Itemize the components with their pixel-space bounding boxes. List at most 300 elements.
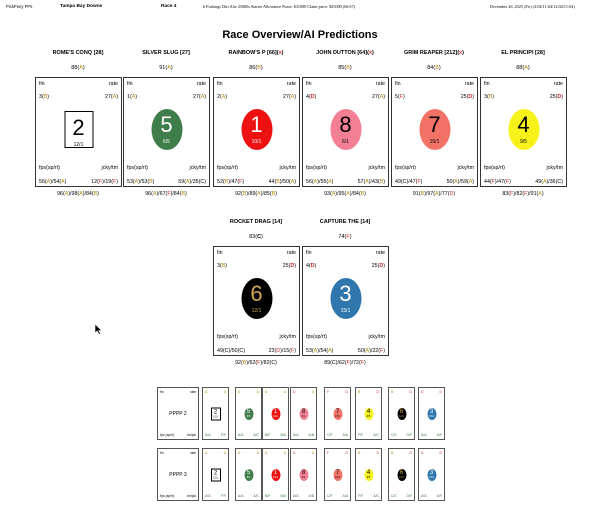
saddle-cloth-icon [299, 408, 308, 420]
pppp-jcky-grades: A/A [342, 494, 348, 498]
horse-card[interactable] [480, 77, 567, 187]
morning-line-odds: 15/1 [335, 414, 340, 418]
horse-name [34, 50, 122, 56]
score-grade: B [346, 65, 350, 71]
program-number: 5 [160, 112, 173, 137]
program-number: 2 [72, 115, 85, 140]
rate-value: 27(A) [193, 94, 206, 100]
pppp-fin-grade: D [421, 451, 424, 455]
pppp-rate-grade: A [311, 390, 314, 394]
saddle-cloth-icon [64, 111, 93, 148]
fin-value: 3(B) [484, 94, 495, 100]
rate-grade: D [468, 94, 473, 100]
fin-label: fin [306, 81, 312, 87]
horse-figures: 96(A)/67(F)/84(B) [145, 191, 187, 197]
morning-line-odds: 6/5 [246, 475, 251, 479]
page-title: Race Overview/AI Predictions [222, 29, 378, 41]
horse-name [301, 50, 389, 56]
horse-figures: 92(B)/89(A)/85(B) [235, 191, 277, 197]
pppp-jcky-label: tm/jck [187, 433, 196, 437]
fps-label: fps(sp/rt) [39, 165, 60, 171]
saddle-cloth-icon [241, 278, 272, 319]
pppp-fin-grade: B [391, 390, 394, 394]
program-number: 2 [213, 470, 218, 476]
pppp-cell[interactable] [235, 448, 262, 501]
pppp-cell[interactable] [388, 448, 415, 501]
saddle-cloth-icon [151, 109, 182, 150]
rate-value: 25(D) [549, 94, 563, 100]
horse-figures: 93(A)/95(A)/84(B) [324, 191, 366, 197]
fin-value: 3(B) [39, 94, 50, 100]
program-number: 6 [399, 408, 404, 415]
fin-number: 2 [217, 94, 220, 100]
rate-number: 27 [105, 94, 111, 100]
fin-number: 4 [306, 94, 309, 100]
rate-grade: D [379, 263, 384, 269]
rate-value: 25(D) [460, 94, 474, 100]
horse-name [122, 50, 210, 56]
horse-name [212, 50, 300, 56]
pppp-jcky-grades: D/F [406, 433, 412, 437]
pppp-jcky-grades: A/B [308, 494, 314, 498]
horse-tag: [14] [272, 219, 283, 225]
fps-label: fps(sp/rt) [306, 334, 327, 340]
jcky-label: jcky/tm [279, 165, 296, 171]
saddle-cloth-icon [364, 408, 373, 420]
saddle-cloth-icon [211, 407, 221, 420]
morning-line-odds: 10/1 [273, 414, 278, 418]
fps-label: fps(sp/rt) [306, 165, 327, 171]
fps-label: fps(sp/rt) [395, 165, 416, 171]
pppp-cell[interactable] [418, 387, 445, 440]
pppp-fin-grade: F [327, 451, 330, 455]
pppp-jcky-grades: B/A [280, 433, 286, 437]
fin-grade: B [488, 94, 493, 100]
horse-name-text: ROME'S CONQ [52, 50, 93, 56]
jcky-value: 12(F)/19(F) [91, 179, 118, 185]
pppp-fin-grade: A [205, 390, 208, 394]
program-number: 8 [301, 408, 306, 415]
pppp-rate-grade: D [345, 451, 348, 455]
pppp-cell[interactable] [388, 387, 415, 440]
fps-value: 49(C)/47(F) [395, 179, 423, 185]
morning-line-odds: 10/1 [273, 475, 278, 479]
rate-grade: D [290, 263, 295, 269]
pppp-rate-grade: A [256, 451, 259, 455]
fps-label: fps(sp/rt) [127, 165, 148, 171]
fin-label: fin [39, 81, 45, 87]
pppp-fps-grades: A/A [238, 494, 244, 498]
rate-grade: A [290, 94, 295, 100]
pppp-fps-grades: A/A [421, 433, 427, 437]
horse-card[interactable] [391, 77, 478, 187]
pppp-label: PPPP 2 [169, 410, 187, 417]
morning-line-odds: 12/1 [251, 308, 262, 314]
jcky-value: 50(A)/59(A) [446, 179, 474, 185]
saddle-cloth-icon [333, 469, 342, 481]
horse-card[interactable] [35, 77, 122, 187]
program-number: 4 [517, 112, 530, 137]
pppp-cell[interactable] [324, 448, 351, 501]
fin-number: 1 [127, 94, 130, 100]
pppp-cell[interactable] [202, 387, 229, 440]
race-number: Race 4 [161, 3, 177, 9]
horse-name [301, 219, 389, 225]
pppp-fps-grades: C/C [391, 494, 397, 498]
fps-value: 53(A)/53(B) [127, 179, 155, 185]
program-number: 4 [366, 408, 371, 415]
rate-value: 25(D) [282, 263, 296, 269]
pppp-rate-grade: A [311, 451, 314, 455]
horse-name-text: SILVER SLUG [142, 50, 179, 56]
pppp-fps-grades: C/F [327, 433, 333, 437]
fps-value: 56(A)/54(A) [39, 179, 67, 185]
pppp-jcky-grades: A/B [308, 433, 314, 437]
pppp-jcky-grades: A/C [373, 494, 379, 498]
pppp-label: PPPP 3 [169, 471, 187, 478]
pppp-fps-label: fps (sp/rt) [160, 494, 175, 498]
saddle-cloth-icon [427, 408, 436, 420]
program-number: 1 [250, 112, 263, 137]
horse-score: 88(A) [516, 65, 530, 71]
horse-score: 84(B) [427, 65, 441, 71]
score-value: 74 [338, 234, 345, 240]
pppp-fps-grades: A/A [293, 433, 299, 437]
pppp-fps-grades: F/F [358, 433, 364, 437]
fin-number: 4 [306, 263, 309, 269]
horse-figures: 92(B)/62(F)/82(C) [235, 360, 277, 366]
pppp-cell[interactable] [202, 448, 229, 501]
pppp-fps-grades: A/A [238, 433, 244, 437]
score-value: 85 [338, 65, 345, 71]
horse-card[interactable] [213, 246, 300, 356]
jcky-label: jcky/tm [546, 165, 563, 171]
rate-label: rate [375, 81, 385, 87]
pppp-fin-label: fin [160, 451, 164, 455]
horse-card[interactable] [302, 246, 389, 356]
morning-line-odds: 9/5 [520, 139, 527, 145]
pppp-rate-grade: D [439, 390, 442, 394]
horse-tag: [28] [93, 50, 104, 56]
horse-name [212, 219, 300, 225]
fin-number: 3 [217, 263, 220, 269]
saddle-cloth-icon [330, 109, 361, 150]
program-number: 5 [246, 408, 251, 415]
fps-value: 49(C)/50(C) [217, 348, 245, 354]
pppp-cell[interactable] [355, 448, 382, 501]
morning-line-odds: 12/1 [399, 475, 404, 479]
fin-grade: B [221, 263, 226, 269]
saddle-cloth-icon [299, 469, 308, 481]
pppp-rate-grade: A [223, 451, 226, 455]
horse-name-text: GRIM REAPER [404, 50, 443, 56]
saddle-cloth-icon [508, 109, 539, 150]
pppp-fps-grades: A/A [205, 494, 211, 498]
fps-value: 56(A)/55(A) [306, 179, 334, 185]
saddle-cloth-icon [244, 408, 253, 420]
jcky-value: 44(B)/50(A) [268, 179, 296, 185]
program-number: 6 [250, 281, 263, 306]
fin-grade: D [310, 263, 315, 269]
app-name: PickPony PPs [6, 4, 33, 9]
score-value: 83 [249, 234, 256, 240]
rate-value: 27(A) [283, 94, 296, 100]
pppp-fin-label: fin [160, 390, 164, 394]
score-grade: C [257, 234, 262, 240]
horse-name [479, 50, 567, 56]
morning-line-odds: 15/1 [335, 475, 340, 479]
horse-tag: [64](x) [357, 50, 374, 56]
fps-value: 52(B)/47(F) [217, 179, 245, 185]
horse-figures: 91(B)/97(A)/77(D) [412, 191, 456, 197]
pppp-header-card [157, 448, 199, 501]
horse-figures: 96(A)/98(A)/84(B) [57, 191, 99, 197]
jcky-label: jcky/tm [368, 165, 385, 171]
pppp-cell[interactable] [262, 387, 289, 440]
rate-number: 25 [282, 263, 289, 269]
saddle-cloth-icon [241, 109, 272, 150]
pppp-cell[interactable] [418, 448, 445, 501]
pppp-fps-grades: C/C [391, 433, 397, 437]
pppp-fin-grade: A [205, 451, 208, 455]
fin-value: 1(A) [127, 94, 138, 100]
morning-line-odds: 9/5 [366, 414, 371, 418]
rate-label: rate [108, 81, 118, 87]
pppp-jcky-grades: B/A [280, 494, 286, 498]
morning-line-odds: 12/1 [399, 414, 404, 418]
pppp-jcky-grades: D/F [406, 494, 412, 498]
rate-grade: A [200, 94, 205, 100]
pppp-fps-grades: C/F [327, 494, 333, 498]
saddle-cloth-icon [427, 469, 436, 481]
saddle-cloth-icon [211, 468, 221, 481]
pppp-cell[interactable] [262, 448, 289, 501]
score-grade: B [257, 65, 261, 71]
jcky-value: 23(D)/15(F) [268, 348, 296, 354]
fps-value: 53(A)/54(A) [306, 348, 334, 354]
horse-name-text: RAINBOW'S P [228, 50, 266, 56]
pppp-jcky-grades: A/F [436, 433, 442, 437]
horse-name-text: JOHN DUTTON [316, 50, 356, 56]
rate-grade: D [557, 94, 562, 100]
pppp-jcky-label: tm/jck [187, 494, 196, 498]
top-bar [0, 0, 600, 14]
pppp-fps-grades: A/A [205, 433, 211, 437]
horse-score: 86(B) [249, 65, 263, 71]
pppp-rate-grade: A [283, 390, 286, 394]
pppp-cell[interactable] [235, 387, 262, 440]
saddle-cloth-icon [330, 278, 361, 319]
horse-figures: 89(C)/62(F)/72(F) [324, 360, 366, 366]
rate-number: 25 [460, 94, 467, 100]
pppp-rate-grade: D [376, 451, 379, 455]
horse-score: 85(B) [338, 65, 352, 71]
morning-line-odds: 12/1 [73, 142, 84, 148]
pppp-cell[interactable] [355, 387, 382, 440]
program-number: 3 [429, 408, 434, 415]
rate-number: 27 [193, 94, 199, 100]
horse-tag: [66](x) [266, 50, 284, 56]
pppp-fps-grades: B/F [265, 433, 271, 437]
fps-label: fps(sp/rt) [217, 165, 238, 171]
fin-number: 3 [39, 94, 42, 100]
program-number: 3 [339, 281, 352, 306]
horse-score: 91(A) [159, 65, 173, 71]
rate-grade: A [379, 94, 384, 100]
pppp-jcky-grades: A/C [253, 494, 259, 498]
score-value: 88 [71, 65, 78, 71]
morning-line-odds: 6/1 [301, 414, 306, 418]
jcky-label: jcky/tm [189, 165, 206, 171]
program-number: 2 [213, 409, 218, 415]
pppp-rate-grade: D [439, 451, 442, 455]
morning-line-odds: 6/1 [301, 475, 306, 479]
jcky-label: jcky/tm [368, 334, 385, 340]
fin-value: 2(A) [217, 94, 228, 100]
rate-number: 27 [372, 94, 378, 100]
rate-number: 27 [283, 94, 289, 100]
race-conditions: 6 Furlongs Dirt Alw 25000s Starter Allowance Purse: $31000 Claim price: $25000 (66.67) [203, 4, 356, 9]
pppp-fps-grades: F/F [358, 494, 364, 498]
program-number: 1 [273, 408, 278, 415]
jcky-label: jcky/tm [457, 165, 474, 171]
fin-value: 4(D) [306, 94, 317, 100]
rate-number: 25 [371, 263, 378, 269]
pppp-jcky-grades: F/F [220, 494, 226, 498]
pppp-fps-grades: A/A [293, 494, 299, 498]
fin-number: 3 [484, 94, 487, 100]
pppp-rate-grade: D [409, 390, 412, 394]
morning-line-odds: 6/1 [342, 139, 349, 145]
pppp-jcky-grades: F/F [220, 433, 226, 437]
morning-line-odds: 10/1 [251, 139, 262, 145]
morning-line-odds: 6/5 [246, 414, 251, 418]
saddle-cloth-icon [419, 109, 450, 150]
program-number: 3 [429, 469, 434, 476]
fps-value: 44(F)/47(F) [484, 179, 511, 185]
morning-line-odds: 15/1 [429, 414, 434, 418]
jcky-value: 59(A)/35(C) [178, 179, 206, 185]
track-name: Tampa Bay Downs [60, 3, 103, 9]
rate-label: rate [464, 81, 474, 87]
rate-value: 25(D) [371, 263, 385, 269]
pppp-rate-label: rate [190, 451, 196, 455]
pppp-rate-grade: A [256, 390, 259, 394]
pppp-rate-grade: D [345, 390, 348, 394]
horse-tag: [212](x) [444, 50, 464, 56]
fin-label: fin [484, 81, 490, 87]
fin-grade: F [399, 94, 403, 100]
rate-value: 27(A) [372, 94, 385, 100]
rate-number: 25 [549, 94, 556, 100]
fin-grade: A [131, 94, 136, 100]
mouse-cursor-icon [95, 324, 103, 335]
jcky-label: jcky/tm [101, 165, 118, 171]
jcky-value: 49(A)/36(C) [535, 179, 563, 185]
jcky-value: 50(A)/22(F) [357, 348, 385, 354]
saddle-cloth-icon [364, 469, 373, 481]
saddle-cloth-icon [333, 408, 342, 420]
horse-score: 83(C) [249, 234, 263, 240]
pppp-rate-grade: A [223, 390, 226, 394]
horse-card[interactable] [123, 77, 210, 187]
pppp-fin-grade: A [238, 390, 241, 394]
program-number: 4 [366, 469, 371, 476]
pppp-fin-grade: A [265, 451, 268, 455]
rate-label: rate [196, 81, 206, 87]
program-number: 7 [335, 408, 340, 415]
pppp-fin-grade: B [358, 451, 361, 455]
pppp-rate-grade: D [409, 451, 412, 455]
rate-label: rate [286, 250, 296, 256]
pppp-fps-grades: A/A [421, 494, 427, 498]
fin-grade: D [310, 94, 315, 100]
pppp-cell[interactable] [324, 387, 351, 440]
horse-tag: [27] [180, 50, 190, 56]
pppp-fin-grade: B [391, 451, 394, 455]
program-number: 7 [335, 469, 340, 476]
program-number: 5 [246, 469, 251, 476]
saddle-cloth-icon [271, 408, 280, 420]
program-number: 6 [399, 469, 404, 476]
morning-line-odds: 12/1 [213, 415, 218, 418]
morning-line-odds: 12/1 [213, 476, 218, 479]
fin-value: 5(F) [395, 94, 405, 100]
morning-line-odds: 6/5 [163, 139, 170, 145]
rate-label: rate [286, 81, 296, 87]
horse-name-text: EL PRINCIPI [501, 50, 534, 56]
pppp-rate-grade: A [283, 451, 286, 455]
race-date: December 26, 2025 (Fri) (2:04/11:04/12:04/11:04) [490, 4, 575, 9]
saddle-cloth-icon [244, 469, 253, 481]
fin-label: fin [127, 81, 133, 87]
pppp-fin-grade: D [293, 390, 296, 394]
fin-label: fin [217, 81, 223, 87]
score-value: 84 [427, 65, 434, 71]
pppp-fps-label: fps (sp/rt) [160, 433, 175, 437]
fin-label: fin [306, 250, 312, 256]
pppp-cell[interactable] [290, 387, 317, 440]
score-grade: A [79, 65, 83, 71]
saddle-cloth-icon [271, 469, 280, 481]
fin-label: fin [217, 250, 223, 256]
horse-name-text: ROCKET DRAG [229, 219, 271, 225]
program-number: 8 [339, 112, 352, 137]
score-grade: F [346, 234, 350, 240]
rate-label: rate [553, 81, 563, 87]
horse-card[interactable] [302, 77, 389, 187]
fps-label: fps(sp/rt) [217, 334, 238, 340]
pppp-fin-grade: A [238, 451, 241, 455]
jcky-label: jcky/tm [279, 334, 296, 340]
rate-grade: A [112, 94, 117, 100]
saddle-cloth-icon [397, 469, 406, 481]
pppp-rate-label: rate [190, 390, 196, 394]
score-grade: A [524, 65, 528, 71]
fin-value: 3(B) [217, 263, 228, 269]
jcky-value: 57(A)/43(B) [357, 179, 385, 185]
score-grade: A [167, 65, 171, 71]
pppp-cell[interactable] [290, 448, 317, 501]
morning-line-odds: 15/1 [340, 308, 351, 314]
saddle-cloth-icon [397, 408, 406, 420]
pppp-jcky-grades: A/A [342, 433, 348, 437]
pppp-fps-grades: B/F [265, 494, 271, 498]
horse-tag: [28] [535, 50, 545, 56]
pppp-jcky-grades: A/C [253, 433, 259, 437]
horse-card[interactable] [213, 77, 300, 187]
fin-label: fin [395, 81, 401, 87]
